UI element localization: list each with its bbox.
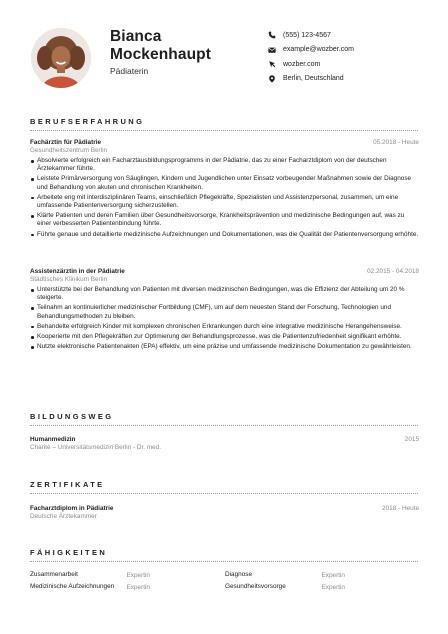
profile-photo <box>31 28 91 88</box>
certificate-date: 2018 - Heute <box>382 505 419 512</box>
contact-location <box>268 72 354 86</box>
certificate-issuer: Deutsche Ärztekammer <box>30 513 97 520</box>
candidate-name <box>110 28 260 64</box>
certificate-title: Facharztdiplom in Pädiatrie <box>30 505 114 512</box>
bullet-item: Unterstützte bei der Behandlung von Patienten mit diversen medizinischen Bedingungen, was die Effizienz der Abteilung um 20 % steigerte. <box>30 286 419 302</box>
bullet-item: Behandelte erfolgreich Kinder mit komplexen chronischen Erkrankungen durch eine integrative medizinische Herangehensweise. <box>30 323 419 331</box>
entry-date: 02.2015 - 04.2018 <box>367 268 419 275</box>
phone-icon <box>268 31 276 39</box>
experience-entry <box>30 268 419 353</box>
link-icon <box>268 60 276 68</box>
skill-level: Expertin <box>321 583 345 591</box>
entry-date: 05.2018 - Heute <box>373 139 419 146</box>
education-entry <box>30 436 419 451</box>
contact-phone <box>268 28 354 42</box>
entry-employer: Städtisches Klinikum Berlin <box>30 276 108 283</box>
skill-name: Zusammenarbeit <box>30 571 78 578</box>
bullet-item: Führte genaue und detaillierte medizinische Aufzeichnungen und Dokumentationen, was die Qualität der Patientenversorgung erhöhte. <box>30 231 419 239</box>
skill-level: Expertin <box>321 571 345 579</box>
contact-list <box>268 28 354 86</box>
section-divider <box>30 561 418 562</box>
school-name: Charité – Universitätsmedizin Berlin - Dr. med. <box>30 444 162 451</box>
bullet-item: Absolvierte erfolgreich ein Facharztausbildungsprogramms in der Pädiatrie, das zu einer Facharztdiplom von der deutschen Ärztekammer führte. <box>30 157 419 173</box>
skills-grid <box>30 571 420 595</box>
location-pin-icon <box>268 75 276 83</box>
skill-row <box>30 583 420 591</box>
location-text: Berlin, Deutschland <box>283 75 344 82</box>
section-title-certificates: ZERTIFIKATE <box>30 480 105 489</box>
certificate-entry <box>30 505 419 520</box>
bullet-item: Arbeitete eng mit interdisziplinären Teams, einschließlich Pflegekräfte, Spezialisten und Assistenzpersonal, zusammen, um eine umfassende Patientenversorgung sicherzustellen. <box>30 194 419 210</box>
contact-email <box>268 43 354 57</box>
entry-title: Assistenzärztin in der Pädiatrie <box>30 268 125 275</box>
bullet-list <box>30 157 419 239</box>
skill-level: Expertin <box>126 571 150 579</box>
section-title-education: BILDUNGSWEG <box>30 412 114 421</box>
skill-name: Gesundheitsvorsorge <box>225 583 286 591</box>
section-divider <box>30 493 418 494</box>
job-title: Pädiaterin <box>110 66 149 76</box>
phone-text: (555) 123-4567 <box>283 31 331 39</box>
email-text[interactable]: example@wozber.com <box>283 46 354 53</box>
experience-entry <box>30 139 419 241</box>
entry-employer: Gesundheitszentrum Berlin <box>30 147 108 154</box>
bullet-list <box>30 286 419 351</box>
section-title-experience: BERUFSERFAHRUNG <box>30 117 145 126</box>
skill-name: Diagnose <box>225 571 253 578</box>
first-name: Bianca <box>110 28 162 45</box>
bullet-item: Teilnahm an kontinuierlicher medizinischer Fortbildung (CMF), um auf dem neuesten Stand der Forschung, Technologien und Behandlungsmethoden zu bleiben. <box>30 304 419 320</box>
skill-level: Expertin <box>126 583 150 591</box>
bullet-item: Leistete Primärversorgung von Säuglingen, Kindern und Jugendlichen unter Einsatz vorbeugender Maßnahmen sowie der Diagnose und Behandlung von akuten und chronischen Krankheiten. <box>30 175 419 191</box>
entry-title: Fachärztin für Pädiatrie <box>30 139 102 146</box>
section-title-skills: FÄHIGKEITEN <box>30 548 108 557</box>
last-name: Mockenhaupt <box>110 46 211 63</box>
skill-name: Medizinische Aufzeichnungen <box>30 583 115 591</box>
section-divider <box>30 130 418 131</box>
education-date: 2015 <box>404 436 419 443</box>
contact-website <box>268 57 354 71</box>
avatar <box>31 28 91 88</box>
bullet-item: Nutzte elektronische Patientenakten (EPA) effektiv, um eine präzise und umfassende medizinische Dokumentation zu gewährleisten. <box>30 343 419 351</box>
bullet-item: Kooperierte mit den Pflegekräften zur Optimierung der Behandlungsprozesse, was die Patientenzufriedenheit signifikant erhöhte. <box>30 333 419 341</box>
degree-title: Humanmedizin <box>30 436 76 443</box>
website-text[interactable]: wozber.com <box>283 60 321 68</box>
skill-row <box>30 571 420 579</box>
section-divider <box>30 425 418 426</box>
bullet-item: Klärte Patienten und deren Familien über Gesundheitsvorsorge, Krankheitsprävention und medizinische Bedingungen auf, was zu einer verbesserten Patientenbindung führte. <box>30 212 419 228</box>
mail-icon <box>268 46 276 54</box>
